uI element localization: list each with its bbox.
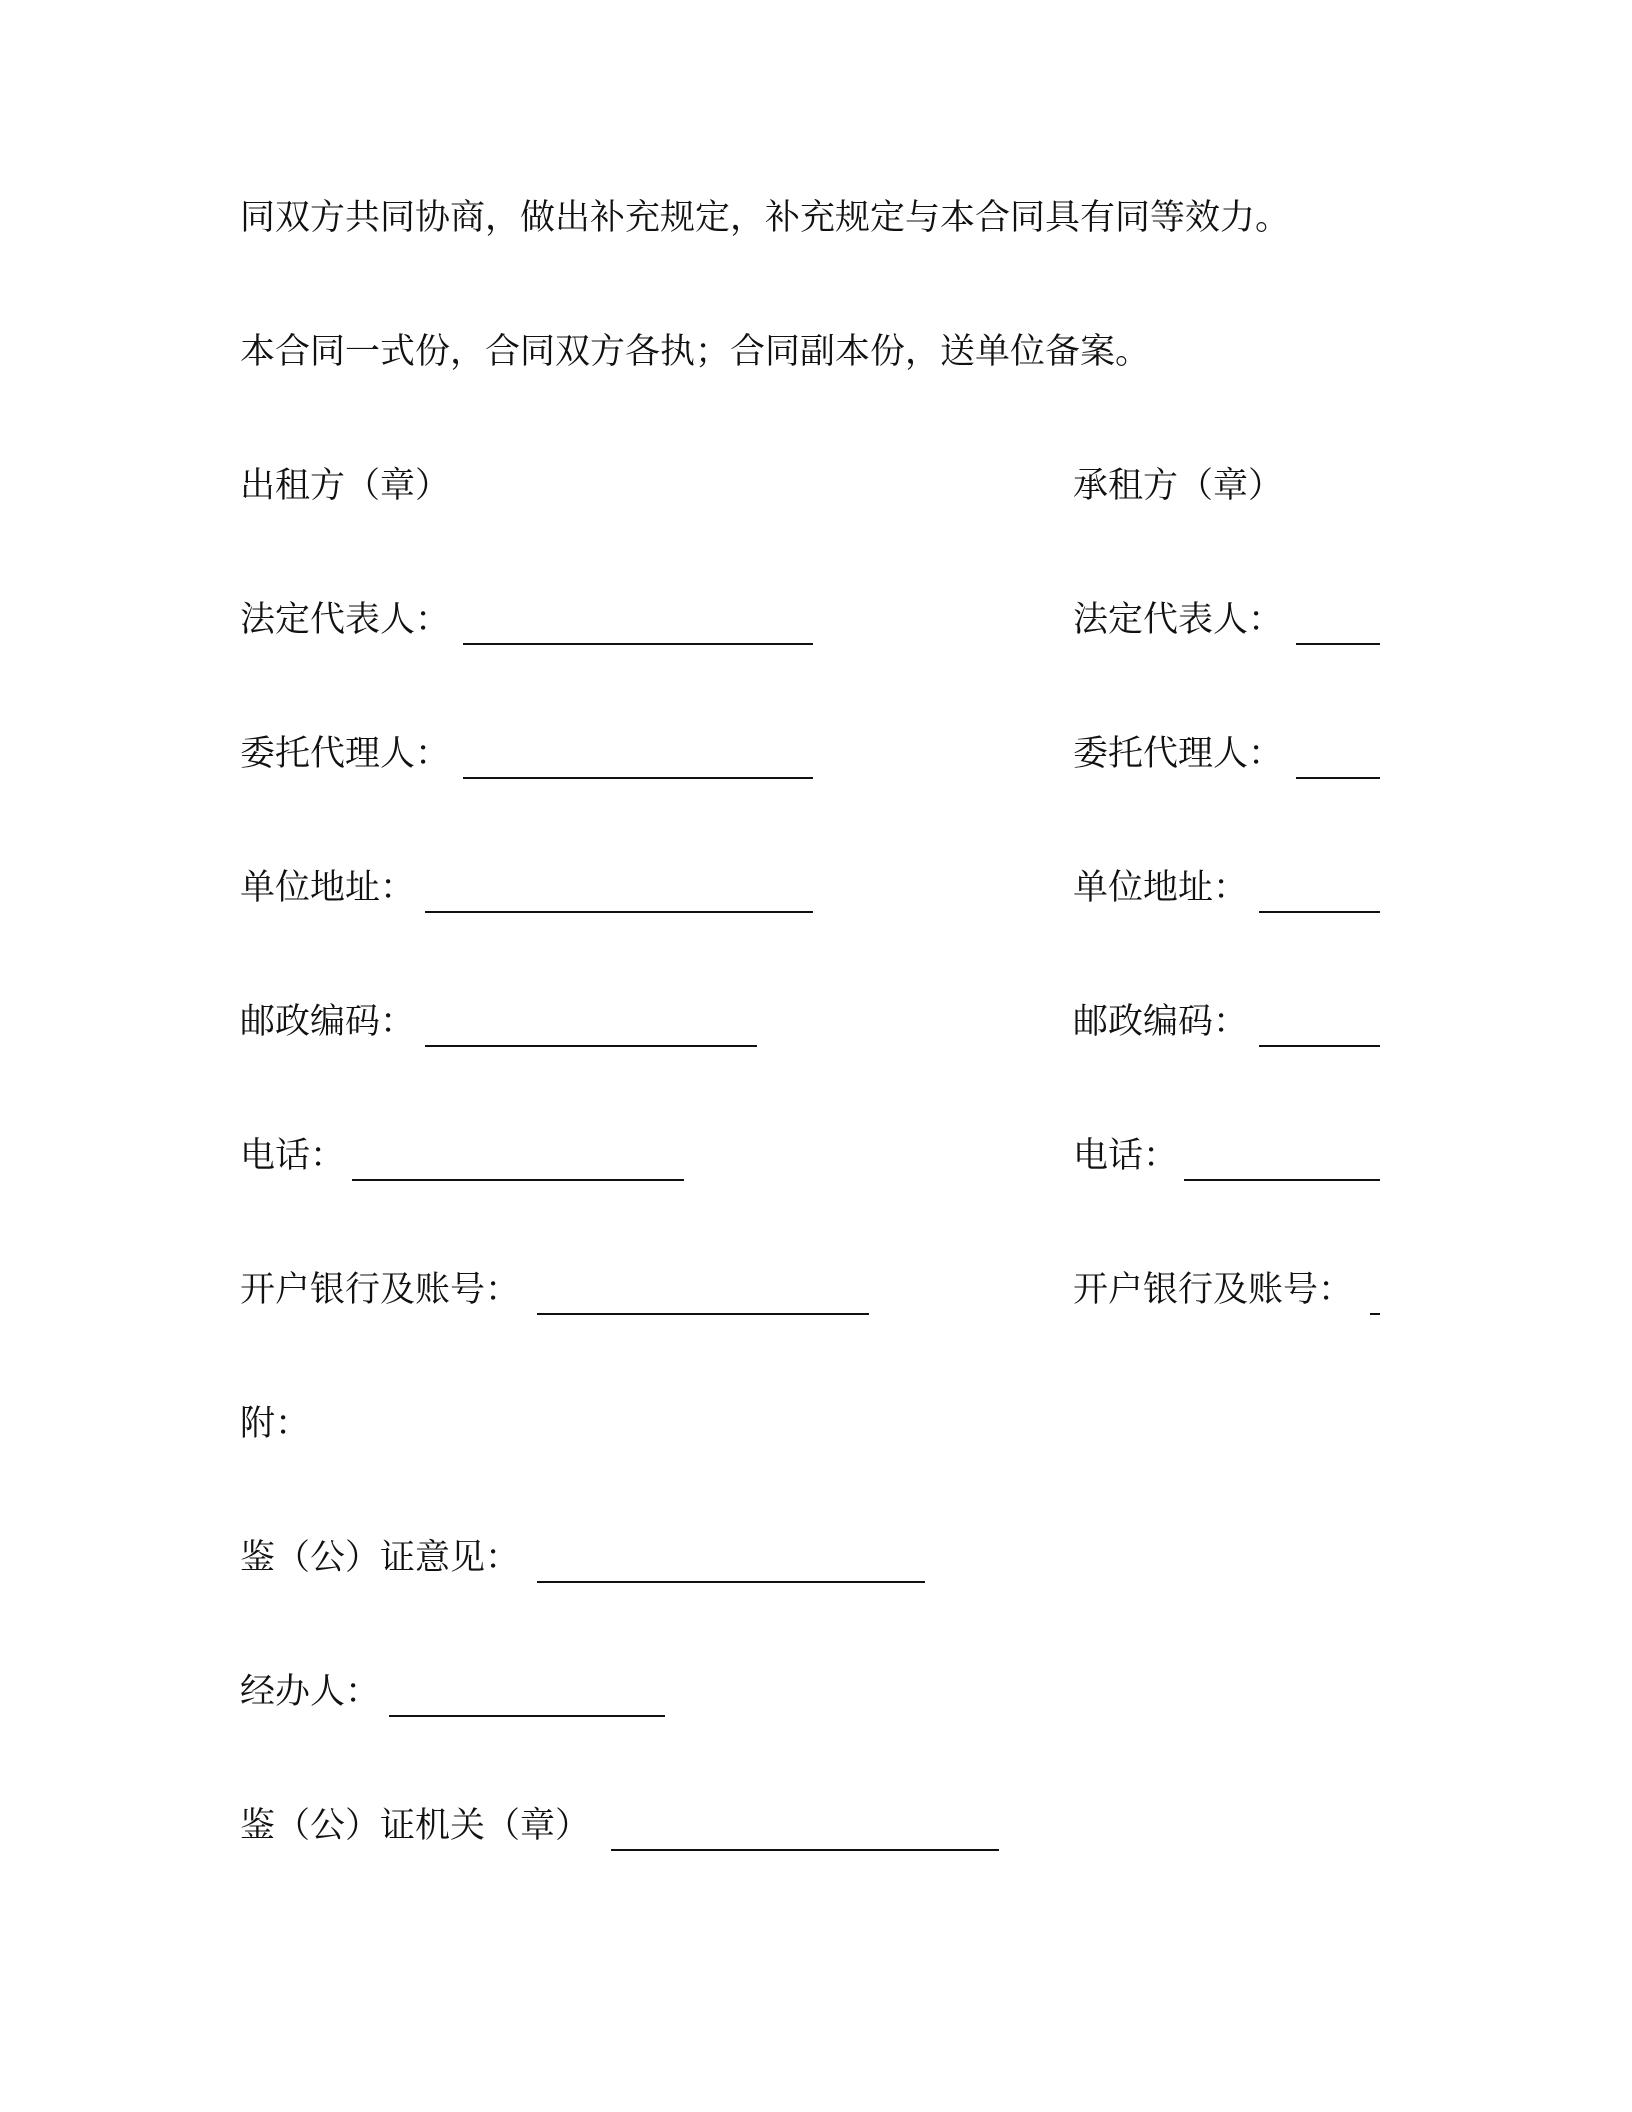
lessor-agent-field[interactable] [463, 777, 813, 779]
attachment-label: 附： [240, 1404, 311, 1444]
paragraph-supplement: 同双方共同协商，做出补充规定，补充规定与本合同具有同等效力。 [240, 198, 1291, 238]
handler-field[interactable] [389, 1715, 665, 1717]
lessor-address-label: 单位地址： [240, 868, 416, 908]
lessee-phone-field[interactable] [1184, 1179, 1380, 1181]
lessee-legal-rep-field[interactable] [1296, 643, 1380, 645]
handler-label: 经办人： [240, 1672, 381, 1712]
lessor-agent-label: 委托代理人： [240, 734, 451, 774]
lessor-postcode-field[interactable] [425, 1045, 757, 1047]
lessee-address-field[interactable] [1259, 911, 1380, 913]
lessee-address-label: 单位地址： [1073, 868, 1249, 908]
lessor-postcode-label: 邮政编码： [240, 1002, 416, 1042]
lessor-legal-rep-label: 法定代表人： [240, 600, 451, 640]
lessee-postcode-field[interactable] [1259, 1045, 1380, 1047]
notary-office-field[interactable] [611, 1849, 999, 1851]
lessor-phone-label: 电话： [240, 1136, 346, 1176]
paragraph-copies: 本合同一式份，合同双方各执；合同副本份，送单位备案。 [240, 332, 1151, 372]
notary-office-label: 鉴（公）证机关（章） [240, 1806, 591, 1846]
notary-opinion-field[interactable] [537, 1581, 925, 1583]
lessee-bank-field[interactable] [1370, 1313, 1380, 1315]
lessee-agent-field[interactable] [1296, 777, 1380, 779]
lessee-agent-label: 委托代理人： [1073, 734, 1284, 774]
lessee-phone-label: 电话： [1073, 1136, 1179, 1176]
lessor-address-field[interactable] [425, 911, 813, 913]
lessor-bank-field[interactable] [537, 1313, 869, 1315]
lessee-legal-rep-label: 法定代表人： [1073, 600, 1284, 640]
lessee-postcode-label: 邮政编码： [1073, 1002, 1249, 1042]
lessor-title: 出租方（章） [240, 466, 451, 506]
notary-opinion-label: 鉴（公）证意见： [240, 1538, 521, 1578]
lessee-bank-label: 开户银行及账号： [1073, 1270, 1354, 1310]
lessor-bank-label: 开户银行及账号： [240, 1270, 521, 1310]
lessee-title: 承租方（章） [1073, 466, 1284, 506]
lessor-phone-field[interactable] [352, 1179, 684, 1181]
lessor-legal-rep-field[interactable] [463, 643, 813, 645]
